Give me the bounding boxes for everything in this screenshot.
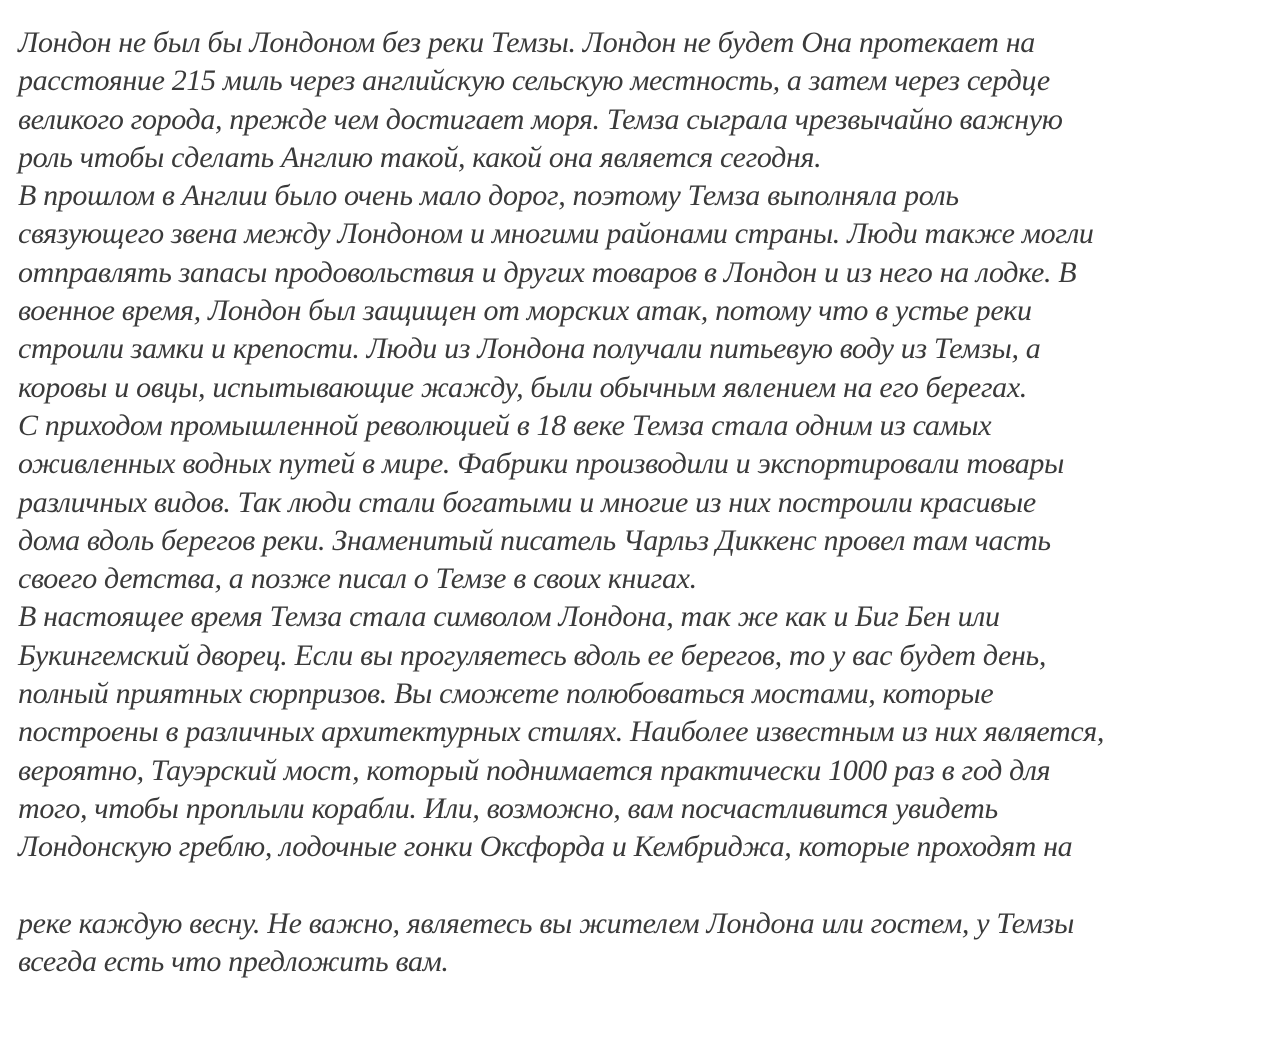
text-line: Букингемский дворец. Если вы прогуляетесь вдоль ее берегов, то у вас будет день, (18, 638, 1046, 672)
text-line: своего детства, а позже писал о Темзе в своих книгах. (18, 562, 697, 596)
text-line: отправлять запасы продовольствия и других товаров в Лондон и из него на лодке. В (18, 255, 1077, 289)
text-line: В настоящее время Темза стала символом Лондона, так же как и Биг Бен или (18, 600, 1000, 634)
text-line: Лондон не был бы Лондоном без реки Темзы. Лондон не будет Она протекает на (18, 26, 1035, 59)
text-line: С приходом промышленной революцией в 18 веке Темза стала одним из самых (18, 408, 992, 442)
text-line: различных видов. Так люди стали богатыми и многие из них построили красивые (18, 485, 1036, 519)
text-line: того, чтобы проплыли корабли. Или, возможно, вам посчастливится увидеть (18, 791, 998, 825)
paragraph-gap (18, 867, 1280, 905)
text-line: великого города, прежде чем достигает моря. Темза сыграла чрезвычайно важную (18, 102, 1063, 136)
text-line: реке каждую весну. Не важно, являетесь вы жителем Лондона или гостем, у Темзы (18, 906, 1074, 940)
text-line: роль чтобы сделать Англию такой, какой она является сегодня. (18, 140, 822, 174)
text-line: В прошлом в Англии было очень мало дорог, поэтому Темза выполняла роль (18, 179, 959, 213)
text-line: оживленных водных путей в мире. Фабрики производили и экспортировали товары (18, 447, 1065, 481)
text-line: полный приятных сюрпризов. Вы сможете полюбоваться мостами, которые (18, 677, 994, 711)
text-line: дома вдоль берегов реки. Знаменитый писатель Чарльз Диккенс провел там часть (18, 523, 1051, 557)
text-line: Лондонскую греблю, лодочные гонки Оксфорда и Кембриджа, которые проходят на (18, 830, 1073, 864)
text-line: вероятно, Тауэрский мост, который поднимается практически 1000 раз в год для (18, 753, 1051, 787)
text-line: строили замки и крепости. Люди из Лондона получали питьевую воду из Темзы, а (18, 332, 1041, 366)
text-line: построены в различных архитектурных стилях. Наиболее известным из них является, (18, 715, 1105, 749)
text-line: расстояние 215 миль через английскую сельскую местность, а затем через сердце (18, 64, 1050, 98)
text-line: военное время, Лондон был защищен от морских атак, потому что в устье реки (18, 294, 1032, 328)
document-body (18, 24, 1280, 981)
text-line: коровы и овцы, испытывающие жажду, были обычным явлением на его берегах. (18, 370, 1027, 404)
text-line: связующего звена между Лондоном и многими районами страны. Люди также могли (18, 217, 1094, 251)
text-line: всегда есть что предложить вам. (18, 945, 449, 979)
